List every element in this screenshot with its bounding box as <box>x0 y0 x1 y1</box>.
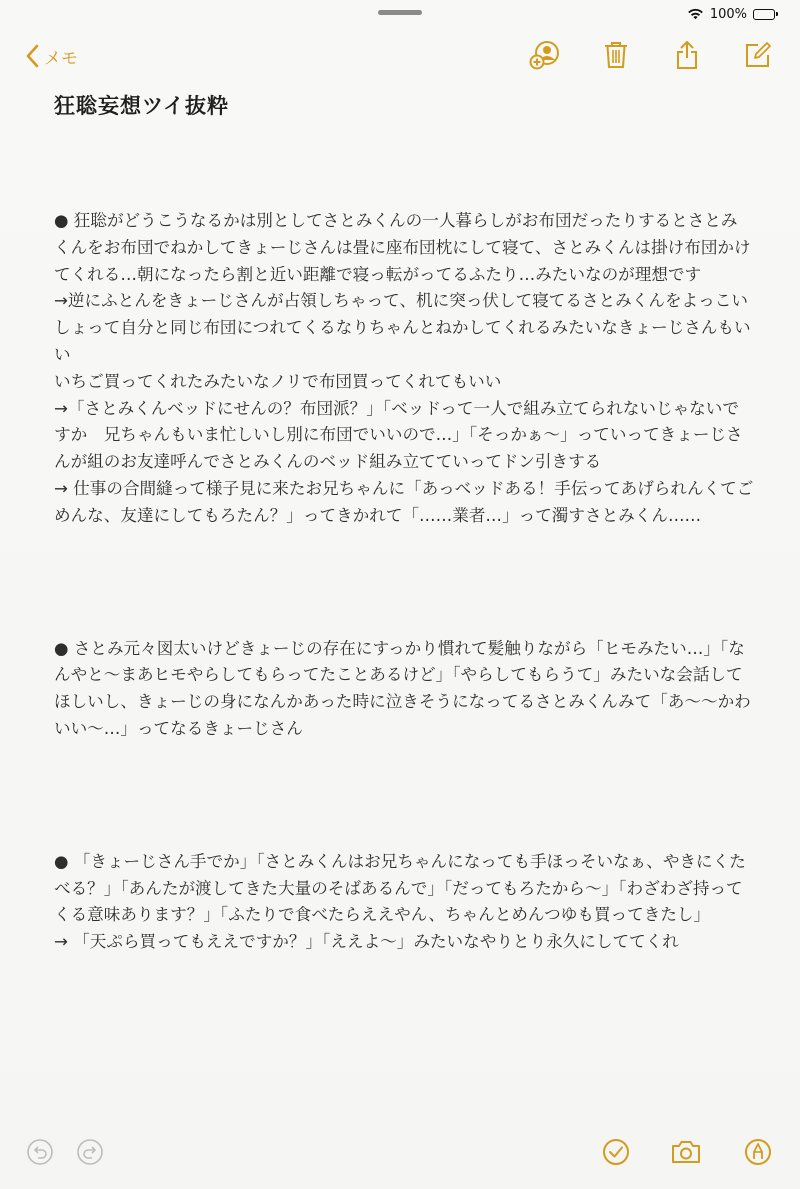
camera-button[interactable] <box>670 1138 702 1170</box>
markup-button[interactable] <box>742 1138 774 1170</box>
camera-icon <box>670 1139 702 1169</box>
note-line: → 仕事の合間縫って様子見に来たお兄ちゃんに「あっベッドある！手伝ってあげられんくてごめんな、友達にしてもろたん？」ってきかれて「……業者…」って濁すさとみくん…… <box>54 478 754 525</box>
note-line: ● さとみ元々図太いけどきょーじの存在にすっかり慣れて髪触りながら「ヒモみたい…」「なんやと〜まあヒモやらしてもらってたことあるけど」「やらしてもらうて」みたいな会話してほしいし、きょーじの身になんかあった時に泣きそうになってるさとみくんみて「あ〜〜かわいい〜…」ってなるきょーじさん <box>54 638 751 738</box>
note-line: → 「天ぷら買ってもええですか？」「ええよ〜」みたいなやりとり永久にしててくれ <box>54 932 679 952</box>
note-line: ● 「きょーじさん手でか」「さとみくんはお兄ちゃんになっても手ほっそいなぁ、やきにくたべる？」「あんたが渡してきた大量のそばあるんで」「だってもろたから〜」「わざわざ持ってくる意味あります？」「ふたりで食べたらええやん、ちゃんとめんつゆも買ってきたし」 <box>54 851 746 925</box>
delete-button[interactable] <box>599 40 633 74</box>
redo-icon <box>76 1138 104 1170</box>
compose-icon <box>744 41 772 73</box>
note-paragraph <box>54 849 754 956</box>
compose-button[interactable] <box>741 40 775 74</box>
checklist-icon <box>602 1138 630 1170</box>
undo-icon <box>26 1138 54 1170</box>
markup-pen-icon <box>744 1138 772 1170</box>
multitasking-grabber[interactable] <box>378 10 422 15</box>
undo-button[interactable] <box>24 1138 56 1170</box>
share-button[interactable] <box>670 40 704 74</box>
battery-charging-icon <box>753 9 778 20</box>
add-person-icon <box>529 40 561 74</box>
note-paragraph <box>54 636 754 743</box>
add-person-button[interactable] <box>528 40 562 74</box>
note-body[interactable] <box>54 208 754 1062</box>
back-label: メモ <box>44 48 78 69</box>
status-bar <box>687 5 778 23</box>
checklist-button[interactable] <box>600 1138 632 1170</box>
note-line: →逆にふとんをきょーじさんが占領しちゃって、机に突っ伏して寝てるさとみくんをよっこいしょって自分と同じ布団につれてくるなりちゃんとねかしてくれるみたいなきょーじさんもいい <box>54 291 751 364</box>
redo-button[interactable] <box>74 1138 106 1170</box>
note-title[interactable]: 狂聡妄想ツイ抜粋 <box>54 94 229 118</box>
chevron-left-icon <box>26 44 40 68</box>
note-paragraph <box>54 208 754 530</box>
note-line: →「さとみくんベッドにせんの？布団派？」「ベッドって一人で組み立てられないじゃないですか 兄ちゃんもいま忙しいし別に布団でいいので…」「そっかぁ〜」っていってきょーじさんが組のお友達呼んでさとみくんのベッド組み立てていってドン引きする <box>54 398 743 472</box>
back-button[interactable] <box>26 42 78 70</box>
note-line: ● 狂聡がどうこうなるかは別としてさとみくんの一人暮らしがお布団だったりするとさとみくんをお布団でねかしてきょーじさんは畳に座布団枕にして寝て、さとみくんは掛け布団かけてくれる…朝になったら割と近い距離で寝っ転がってるふたり…みたいなのが理想です <box>54 211 751 284</box>
battery-percent: 100% <box>709 6 747 22</box>
trash-icon <box>603 40 629 74</box>
wifi-icon <box>687 8 704 20</box>
note-line: いちご買ってくれたみたいなノリで布団買ってくれてもいい <box>54 371 502 391</box>
share-icon <box>675 40 699 74</box>
